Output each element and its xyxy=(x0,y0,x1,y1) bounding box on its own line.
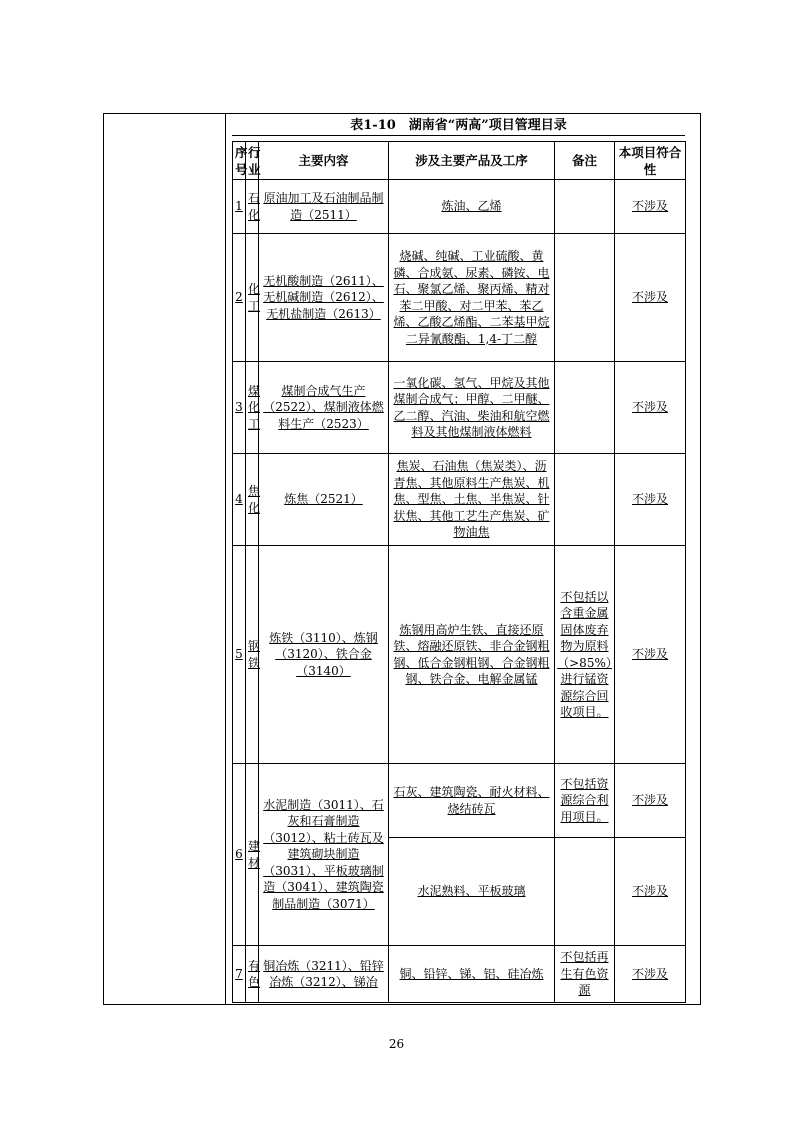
cell-seq: 1 xyxy=(233,180,246,234)
header-compliance: 本项目符合性 xyxy=(615,142,686,180)
cell-remark xyxy=(555,838,615,946)
cell-seq: 4 xyxy=(233,454,246,546)
cell-products: 石灰、建筑陶瓷、耐火材料、烧结砖瓦 xyxy=(389,764,555,838)
header-industry: 行业 xyxy=(246,142,259,180)
cell-seq: 6 xyxy=(233,764,246,946)
cell-compliance: 不涉及 xyxy=(615,764,686,838)
cell-compliance: 不涉及 xyxy=(615,838,686,946)
cell-industry: 石化 xyxy=(246,180,259,234)
table-title: 表1-10 湖南省“两高”项目管理目录 xyxy=(350,118,567,133)
table-row xyxy=(233,180,686,234)
header-content: 主要内容 xyxy=(259,142,389,180)
cell-products: 铜、铅锌、锑、铝、硅冶炼 xyxy=(389,946,555,1003)
cell-compliance: 不涉及 xyxy=(615,546,686,764)
cell-industry: 建材 xyxy=(246,764,259,946)
cell-products: 水泥熟料、平板玻璃 xyxy=(389,838,555,946)
cell-remark: 不包括资源综合利用项目。 xyxy=(555,764,615,838)
table-row xyxy=(233,546,686,764)
cell-remark xyxy=(555,454,615,546)
cell-compliance: 不涉及 xyxy=(615,362,686,454)
cell-industry: 煤化工 xyxy=(246,362,259,454)
cell-remark: 不包括以含重金属固体废弃物为原料（>85%）进行锰资源综合回收项目。 xyxy=(555,546,615,764)
cell-products: 焦炭、石油焦（焦炭类）、沥青焦、其他原料生产焦炭、机焦、型焦、土焦、半焦炭、针状焦、其他工艺生产焦炭、矿物油焦 xyxy=(389,454,555,546)
title-rule xyxy=(232,135,685,136)
table-row xyxy=(233,454,686,546)
cell-content: 无机酸制造（2611）、无机碱制造（2612）、无机盐制造（2613） xyxy=(259,234,389,362)
cell-content: 原油加工及石油制品制造（2511） xyxy=(259,180,389,234)
cell-compliance: 不涉及 xyxy=(615,234,686,362)
cell-remark xyxy=(555,362,615,454)
cell-products: 烧碱、纯碱、工业硫酸、黄磷、合成氨、尿素、磷铵、电石、聚氯乙烯、聚丙烯、精对苯二甲酸、对二甲苯、苯乙烯、乙酸乙烯酯、二苯基甲烷二异氰酸酯、1,4-丁二醇 xyxy=(389,234,555,362)
cell-seq: 2 xyxy=(233,234,246,362)
cell-products: 一氧化碳、氢气、甲烷及其他煤制合成气；甲醇、二甲醚、乙二醇、汽油、柴油和航空燃料及其他煤制液体燃料 xyxy=(389,362,555,454)
cell-industry: 化工 xyxy=(246,234,259,362)
header-products: 涉及主要产品及工序 xyxy=(389,142,555,180)
cell-industry: 钢铁 xyxy=(246,546,259,764)
cell-compliance: 不涉及 xyxy=(615,946,686,1003)
frame-divider xyxy=(225,113,226,1005)
table-row xyxy=(233,946,686,1003)
header-seq: 序号 xyxy=(233,142,246,180)
cell-content: 炼铁（3110）、炼钢（3120）、铁合金（3140） xyxy=(259,546,389,764)
cell-seq: 5 xyxy=(233,546,246,764)
cell-remark xyxy=(555,234,615,362)
cell-compliance: 不涉及 xyxy=(615,180,686,234)
cell-remark xyxy=(555,180,615,234)
cell-products: 炼油、乙烯 xyxy=(389,180,555,234)
header-remark: 备注 xyxy=(555,142,615,180)
header-row xyxy=(233,142,686,180)
cell-industry: 有色 xyxy=(246,946,259,1003)
cell-industry: 焦化 xyxy=(246,454,259,546)
cell-products: 炼钢用高炉生铁、直接还原铁、熔融还原铁、非合金钢粗钢、低合金钢粗钢、合金钢粗钢、铁合金、电解金属锰 xyxy=(389,546,555,764)
cell-seq: 7 xyxy=(233,946,246,1003)
cell-compliance: 不涉及 xyxy=(615,454,686,546)
cell-seq: 3 xyxy=(233,362,246,454)
cell-content: 炼焦（2521） xyxy=(259,454,389,546)
table-row xyxy=(233,362,686,454)
cell-content: 铜冶炼（3211）、铅锌冶炼（3212）、锑冶 xyxy=(259,946,389,1003)
page-number: 26 xyxy=(388,1037,405,1051)
cell-content: 煤制合成气生产（2522）、煤制液体燃料生产（2523） xyxy=(259,362,389,454)
two-high-projects-table xyxy=(232,141,686,1003)
cell-remark: 不包括再生有色资源 xyxy=(555,946,615,1003)
table-row xyxy=(233,764,686,838)
cell-content: 水泥制造（3011）、石灰和石膏制造（3012）、粘土砖瓦及建筑砌块制造（3031）、平板玻璃制造（3041）、建筑陶瓷制品制造（3071） xyxy=(259,764,389,946)
table-row xyxy=(233,234,686,362)
